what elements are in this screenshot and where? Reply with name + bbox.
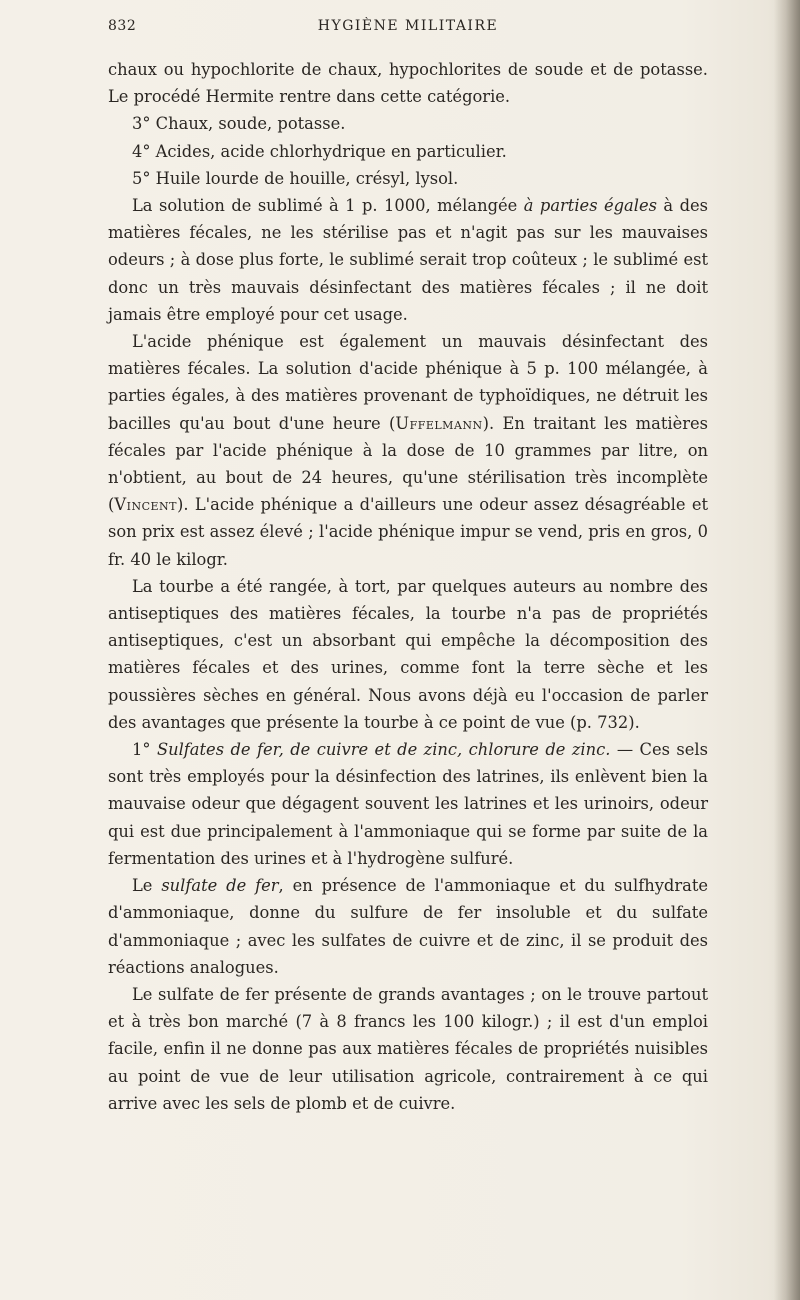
paragraph-sulfate-de-fer	[108, 872, 708, 981]
text-run: — Ces sels sont très employés pour la désinfection des latrines, ils enlèvent bien la mauvaise odeur que dégagent souvent les latrines et les urinoirs, odeur qui est due principalement à l'ammoniaque qui se forme par suite de la fermentation des urines et à l'hydrogène sulfuré.	[108, 740, 708, 868]
text-run: L'acide phénique est également un mauvais désinfectant des matières fécales. La solution d'acide phénique à 5 p. 100 mélangée, à parties égales, à des matières provenant de typhoïdiques, ne détruit les bacilles qu'au bout d'une heure (	[108, 332, 708, 433]
list-item-5: 5° Huile lourde de houille, crésyl, lysol.	[132, 168, 459, 188]
paragraph-sulfates	[108, 736, 708, 872]
italic-text: à parties égales	[523, 196, 657, 216]
page-number: 832	[108, 18, 137, 34]
paragraph-sublime	[108, 192, 708, 328]
text-run: , en présence de l'ammoniaque et du sulfhydrate d'ammoniaque, donne du sulfure de fer insoluble et du sulfate d'ammoniaque ; avec les sulfates de cuivre et de zinc, il se produit des réactions analogues.	[108, 876, 708, 977]
running-title: HYGIÈNE MILITAIRE	[317, 18, 499, 34]
paragraph-tourbe: La tourbe a été rangée, à tort, par quelques auteurs au nombre des antiseptiques des matières fécales, la tourbe n'a pas de propriétés antiseptiques, c'est un absorbant qui empêche la décomposition des matières fécales et des urines, comme font la terre sèche et les poussières sèches en général. Nous avons déjà eu l'occasion de parler des avantages que présente la tourbe à ce point de vue (p. 732).	[108, 576, 708, 732]
list-item-4: 4° Acides, acide chlorhydrique en particulier.	[132, 141, 507, 161]
text-run: à des matières fécales, ne les stérilise pas et n'agit pas sur les mauvaises odeurs ; à dose plus forte, le sublimé serait trop coûteux ; le sublimé est donc un très mauvais désinfectant des matières fécales ; il ne doit jamais être employé pour cet usage.	[108, 196, 708, 324]
list-item-3: 3° Chaux, soude, potasse.	[132, 114, 346, 134]
author-name: Uffelmann	[395, 413, 483, 433]
paragraph-avantages: Le sulfate de fer présente de grands avantages ; on le trouve partout et à très bon marché (7 à 8 francs les 100 kilogr.) ; il est d'un emploi facile, enfin il ne donne pas aux matières fécales de propriétés nuisibles au point de vue de leur utilisation agricole, contrairement à ce qui arrive avec les sels de plomb et de cuivre.	[108, 984, 708, 1113]
text-run: La solution de sublimé à 1 p. 1000, mélangée	[132, 196, 524, 216]
section-heading-italic: Sulfates de fer, de cuivre et de zinc, chlorure de zinc.	[156, 740, 611, 760]
paragraph-1: chaux ou hypochlorite de chaux, hypochlorites de soude et de potasse. Le procédé Hermite rentre dans cette catégorie.	[108, 60, 708, 107]
body-text	[108, 56, 708, 1117]
author-name: Vincent	[114, 495, 177, 515]
page-edge-shadow	[774, 0, 800, 1300]
paragraph-acide-phenique	[108, 328, 708, 573]
text-run: ). L'acide phénique a d'ailleurs une odeur assez désagréable et son prix est assez élevé ; l'acide phénique impur se vend, pris en gros, 0 fr. 40 le kilogr.	[108, 495, 708, 569]
text-run: ). En traitant les matières fécales par l'acide phénique à la dose de 10 grammes par litre, on n'obtient, au bout de 24 heures, qu'une stérilisation très incomplète (	[108, 413, 708, 515]
text-run: Le	[132, 876, 162, 896]
italic-text: sulfate de fer	[161, 876, 279, 896]
page-header	[108, 14, 708, 40]
list-number: 1°	[132, 740, 157, 760]
